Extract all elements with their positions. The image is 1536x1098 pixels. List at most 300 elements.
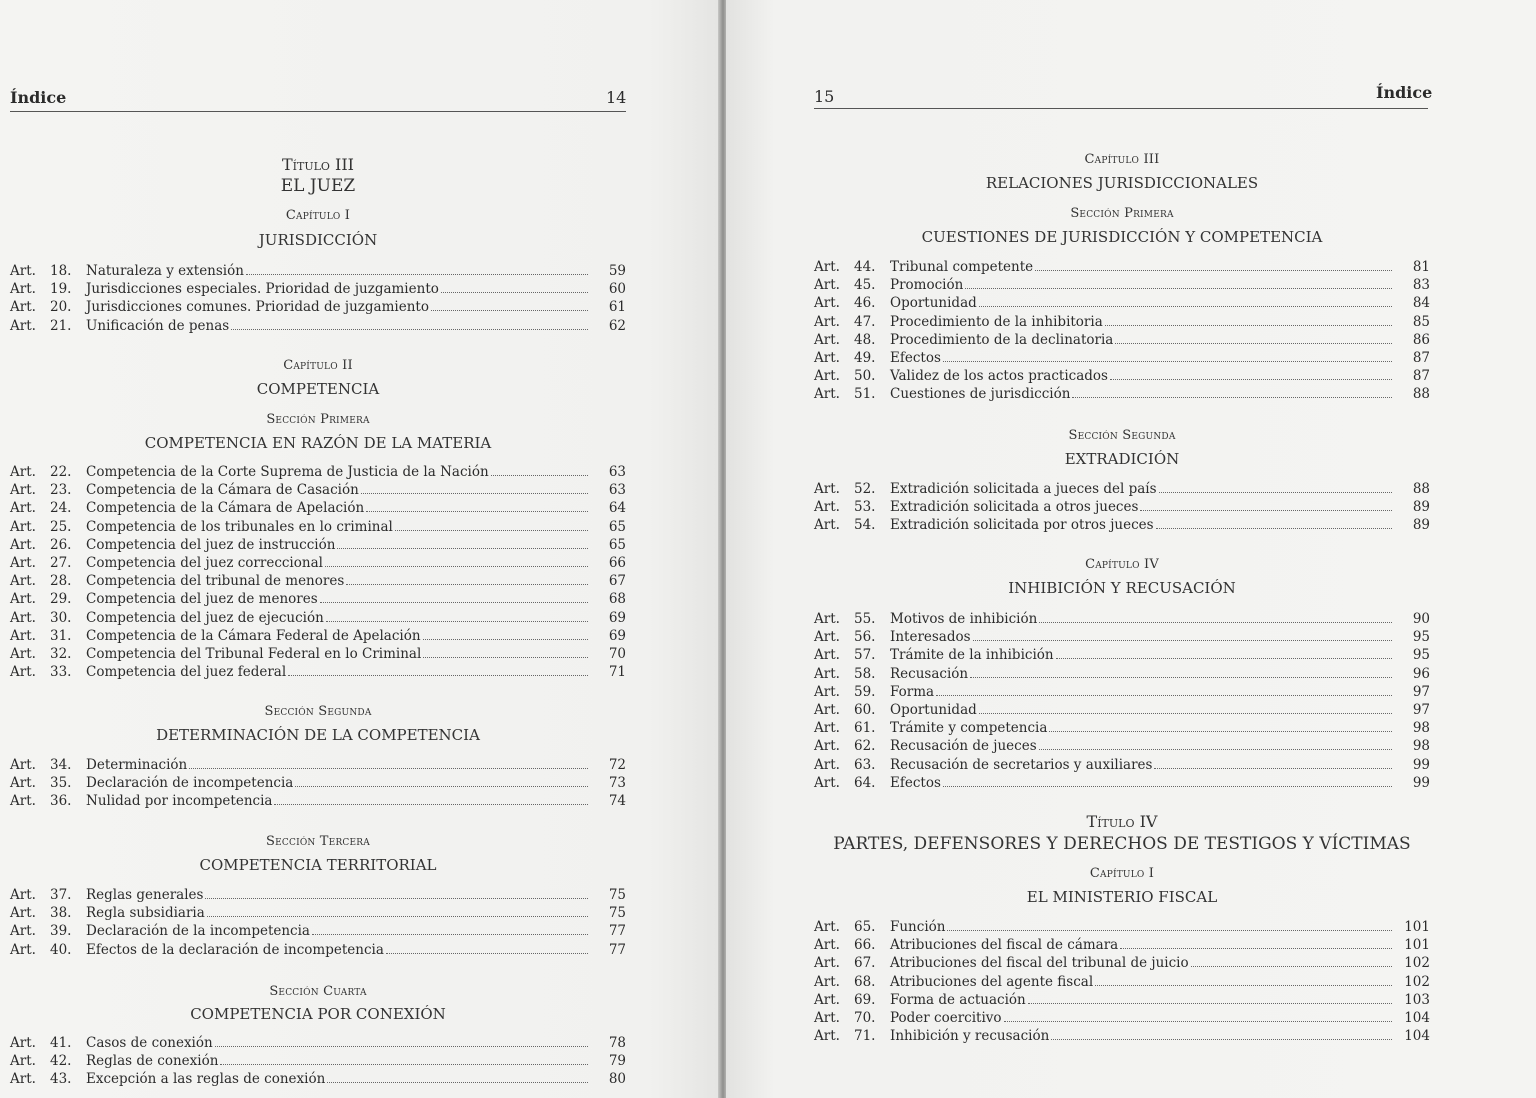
entry-number: 51. bbox=[854, 386, 876, 403]
toc-entry bbox=[814, 516, 1430, 534]
toc-entry bbox=[814, 480, 1430, 498]
entry-number: 69. bbox=[854, 991, 876, 1008]
entry-leader-dots bbox=[361, 493, 588, 494]
entry-leader-dots bbox=[274, 804, 588, 805]
toc-entry bbox=[10, 663, 626, 681]
entry-number: 26. bbox=[50, 536, 72, 553]
entry-number: 47. bbox=[854, 313, 876, 330]
entry-number: 39. bbox=[50, 923, 72, 940]
entry-number: 43. bbox=[50, 1071, 72, 1088]
entry-label: Competencia del juez de ejecución bbox=[86, 609, 324, 626]
entry-page: 85 bbox=[1412, 313, 1430, 330]
entry-page: 65 bbox=[608, 536, 626, 553]
entry-page: 64 bbox=[608, 500, 626, 517]
toc-entry bbox=[814, 498, 1430, 516]
entry-label: Jurisdicciones especiales. Prioridad de juzgamiento bbox=[86, 281, 439, 298]
toc-entry-list bbox=[814, 918, 1430, 1045]
entry-leader-dots bbox=[943, 361, 1392, 362]
entry-label: Efectos bbox=[890, 774, 941, 791]
entry-page: 69 bbox=[608, 627, 626, 644]
entry-leader-dots bbox=[1039, 622, 1392, 623]
entry-number: 66. bbox=[854, 937, 876, 954]
entry-page: 97 bbox=[1412, 701, 1430, 718]
entry-leader-dots bbox=[246, 274, 588, 275]
toc-entry bbox=[10, 463, 626, 481]
entry-leader-dots bbox=[936, 695, 1392, 696]
toc-entry-list bbox=[10, 262, 626, 335]
entry-art: Art. bbox=[814, 295, 840, 312]
part-title: Título III bbox=[282, 155, 354, 174]
toc-entry bbox=[814, 610, 1430, 628]
entry-number: 48. bbox=[854, 331, 876, 348]
entry-page: 68 bbox=[608, 591, 626, 608]
toc-entry bbox=[10, 572, 626, 590]
section-label: Sección Primera bbox=[1070, 206, 1174, 221]
entry-number: 37. bbox=[50, 887, 72, 903]
entry-number: 62. bbox=[854, 738, 876, 755]
entry-art: Art. bbox=[10, 664, 36, 681]
toc-entry bbox=[814, 918, 1430, 936]
entry-label: Extradición solicitada a otros jueces bbox=[890, 499, 1139, 516]
page-number: 15 bbox=[814, 87, 835, 106]
entry-leader-dots bbox=[1120, 948, 1392, 949]
entry-art: Art. bbox=[10, 793, 36, 810]
toc-entry bbox=[10, 645, 626, 663]
entry-page: 89 bbox=[1412, 517, 1430, 534]
entry-number: 32. bbox=[50, 645, 72, 662]
entry-label: Extradición solicitada por otros jueces bbox=[890, 517, 1154, 534]
entry-leader-dots bbox=[1072, 397, 1392, 398]
entry-page: 104 bbox=[1404, 1009, 1430, 1026]
entry-page: 77 bbox=[608, 941, 626, 958]
toc-entry bbox=[814, 737, 1430, 755]
toc-entry bbox=[10, 262, 626, 280]
toc-entry-list bbox=[10, 756, 626, 811]
toc-entry bbox=[10, 536, 626, 554]
entry-label: Competencia del juez federal bbox=[86, 664, 287, 681]
entry-label: Inhibición y recusación bbox=[890, 1028, 1050, 1045]
header-title: Índice bbox=[10, 88, 67, 107]
toc-entry bbox=[814, 646, 1430, 664]
entry-number: 64. bbox=[854, 774, 876, 791]
entry-number: 27. bbox=[50, 554, 72, 571]
entry-art: Art. bbox=[10, 757, 36, 773]
toc-entry bbox=[10, 554, 626, 572]
toc-entries bbox=[814, 258, 1430, 404]
entry-art: Art. bbox=[10, 591, 36, 608]
entry-number: 63. bbox=[854, 756, 876, 773]
page-header-title bbox=[10, 88, 66, 107]
entry-label: Competencia del juez de instrucción bbox=[86, 536, 336, 553]
entry-page: 83 bbox=[1412, 277, 1430, 294]
entry-leader-dots bbox=[395, 530, 588, 531]
entry-art: Art. bbox=[10, 627, 36, 644]
entry-art: Art. bbox=[10, 500, 36, 517]
toc-entry bbox=[10, 792, 626, 810]
entry-art: Art. bbox=[10, 905, 36, 922]
section-heading: EL MINISTERIO FISCAL bbox=[1026, 888, 1218, 906]
entry-art: Art. bbox=[10, 609, 36, 626]
entry-art: Art. bbox=[10, 299, 36, 316]
entry-number: 18. bbox=[50, 263, 72, 279]
toc-entry bbox=[814, 1027, 1430, 1045]
entry-art: Art. bbox=[10, 263, 36, 279]
toc-entry-list bbox=[10, 1034, 626, 1089]
entry-page: 88 bbox=[1412, 481, 1430, 497]
section-heading: RELACIONES JURISDICCIONALES bbox=[985, 174, 1259, 192]
entry-label: Determinación bbox=[86, 757, 188, 773]
entry-leader-dots bbox=[979, 713, 1392, 714]
entry-number: 21. bbox=[50, 317, 72, 334]
entry-art: Art. bbox=[814, 1028, 840, 1045]
entry-art: Art. bbox=[814, 611, 840, 627]
entry-leader-dots bbox=[943, 786, 1392, 787]
entry-label: Tribunal competente bbox=[890, 259, 1034, 275]
entry-label: Recusación de jueces bbox=[890, 738, 1037, 755]
entry-number: 40. bbox=[50, 941, 72, 958]
entry-number: 65. bbox=[854, 919, 876, 935]
entry-label: Poder coercitivo bbox=[890, 1009, 1002, 1026]
entry-label: Recusación bbox=[890, 665, 969, 682]
entry-leader-dots bbox=[337, 548, 588, 549]
entry-art: Art. bbox=[814, 919, 840, 935]
entry-leader-dots bbox=[288, 675, 588, 676]
toc-entry bbox=[814, 367, 1430, 385]
entry-label: Competencia de los tribunales en lo criminal bbox=[86, 518, 393, 535]
entry-art: Art. bbox=[814, 277, 840, 294]
entry-number: 42. bbox=[50, 1053, 72, 1070]
entry-number: 19. bbox=[50, 281, 72, 298]
entry-number: 54. bbox=[854, 517, 876, 534]
entry-label: Reglas generales bbox=[86, 887, 204, 903]
entry-art: Art. bbox=[814, 313, 840, 330]
entry-page: 74 bbox=[608, 793, 626, 810]
toc-entry bbox=[10, 280, 626, 298]
entry-leader-dots bbox=[979, 306, 1392, 307]
toc-entry bbox=[10, 1052, 626, 1070]
entry-label: Trámite y competencia bbox=[890, 720, 1048, 737]
toc-entry bbox=[814, 628, 1430, 646]
entry-leader-dots bbox=[220, 1064, 588, 1065]
toc-entry bbox=[814, 665, 1430, 683]
section-label: Sección Segunda bbox=[1068, 428, 1176, 443]
entry-label: Procedimiento de la declinatoria bbox=[890, 331, 1114, 348]
entry-label: Jurisdicciones comunes. Prioridad de juzgamiento bbox=[86, 299, 429, 316]
toc-entry bbox=[814, 683, 1430, 701]
entry-page: 102 bbox=[1404, 973, 1430, 990]
entry-label: Competencia de la Cámara de Apelación bbox=[86, 500, 365, 517]
entry-number: 52. bbox=[854, 481, 876, 497]
entry-page: 66 bbox=[608, 554, 626, 571]
toc-entry bbox=[814, 954, 1430, 972]
entry-label: Naturaleza y extensión bbox=[86, 263, 244, 279]
entry-leader-dots bbox=[366, 511, 588, 512]
entry-page: 67 bbox=[608, 573, 626, 590]
toc-entry bbox=[10, 590, 626, 608]
entry-label: Casos de conexión bbox=[86, 1035, 213, 1051]
entry-page: 104 bbox=[1404, 1028, 1430, 1045]
toc-entry bbox=[10, 1034, 626, 1052]
entry-art: Art. bbox=[814, 499, 840, 516]
right-page bbox=[726, 0, 1536, 1098]
entry-page: 87 bbox=[1412, 368, 1430, 385]
entry-label: Función bbox=[890, 919, 946, 935]
toc-entry bbox=[814, 294, 1430, 312]
entry-label: Oportunidad bbox=[890, 295, 977, 312]
entry-number: 41. bbox=[50, 1035, 72, 1051]
entry-leader-dots bbox=[295, 786, 588, 787]
toc-entry bbox=[10, 1070, 626, 1088]
entry-number: 33. bbox=[50, 664, 72, 681]
entry-leader-dots bbox=[1035, 270, 1392, 271]
entry-label: Efectos de la declaración de incompetencia bbox=[86, 941, 384, 958]
toc-entry bbox=[10, 298, 626, 316]
header-rule bbox=[10, 111, 626, 112]
entry-leader-dots bbox=[1004, 1021, 1392, 1022]
entry-label: Nulidad por incompetencia bbox=[86, 793, 273, 810]
entry-leader-dots bbox=[965, 288, 1392, 289]
entry-art: Art. bbox=[10, 1071, 36, 1088]
entry-label: Procedimiento de la inhibitoria bbox=[890, 313, 1103, 330]
entry-art: Art. bbox=[814, 259, 840, 275]
entry-leader-dots bbox=[215, 1046, 588, 1047]
entry-label: Declaración de incompetencia bbox=[86, 775, 294, 792]
toc-entry bbox=[10, 499, 626, 517]
entry-leader-dots bbox=[1110, 379, 1392, 380]
entry-number: 61. bbox=[854, 720, 876, 737]
entry-number: 49. bbox=[854, 349, 876, 366]
toc-entry-list bbox=[10, 886, 626, 959]
section-heading: EXTRADICIÓN bbox=[1064, 450, 1180, 468]
entry-label: Recusación de secretarios y auxiliares bbox=[890, 756, 1153, 773]
entry-page: 70 bbox=[608, 645, 626, 662]
entry-page: 98 bbox=[1412, 738, 1430, 755]
toc-entry bbox=[814, 331, 1430, 349]
entry-number: 71. bbox=[854, 1028, 876, 1045]
toc-entry bbox=[10, 317, 626, 335]
entry-label: Competencia del Tribunal Federal en lo Criminal bbox=[86, 645, 422, 662]
entry-art: Art. bbox=[10, 923, 36, 940]
entry-page: 60 bbox=[608, 281, 626, 298]
part-heading: EL JUEZ bbox=[280, 176, 356, 196]
entry-label: Competencia de la Cámara Federal de Apelación bbox=[86, 627, 421, 644]
entry-page: 101 bbox=[1404, 919, 1430, 935]
toc-entry bbox=[814, 276, 1430, 294]
entry-art: Art. bbox=[10, 887, 36, 903]
entry-art: Art. bbox=[814, 517, 840, 534]
entry-number: 55. bbox=[854, 611, 876, 627]
toc-entry bbox=[814, 719, 1430, 737]
entry-label: Motivos de inhibición bbox=[890, 611, 1038, 627]
entry-label: Interesados bbox=[890, 629, 971, 646]
toc-entry bbox=[814, 313, 1430, 331]
toc-entry bbox=[10, 627, 626, 645]
entry-art: Art. bbox=[10, 573, 36, 590]
entry-leader-dots bbox=[346, 584, 588, 585]
section-label: Sección Segunda bbox=[264, 704, 372, 719]
entry-page: 61 bbox=[608, 299, 626, 316]
entry-number: 70. bbox=[854, 1009, 876, 1026]
entry-leader-dots bbox=[231, 329, 588, 330]
entry-page: 79 bbox=[608, 1053, 626, 1070]
toc-entries bbox=[10, 1034, 626, 1089]
toc-entry bbox=[814, 1009, 1430, 1027]
entry-art: Art. bbox=[814, 756, 840, 773]
section-label: Sección Cuarta bbox=[269, 984, 367, 999]
entry-number: 60. bbox=[854, 701, 876, 718]
entry-leader-dots bbox=[320, 602, 588, 603]
entry-leader-dots bbox=[205, 898, 588, 899]
entry-page: 71 bbox=[608, 664, 626, 681]
toc-entry bbox=[10, 941, 626, 959]
entry-leader-dots bbox=[312, 934, 588, 935]
entry-art: Art. bbox=[10, 941, 36, 958]
entry-label: Promoción bbox=[890, 277, 964, 294]
toc-entry bbox=[10, 922, 626, 940]
toc-entry bbox=[10, 886, 626, 904]
toc-entry bbox=[10, 774, 626, 792]
entry-leader-dots bbox=[973, 640, 1392, 641]
section-heading: COMPETENCIA EN RAZÓN DE LA MATERIA bbox=[144, 434, 492, 452]
entry-page: 96 bbox=[1412, 665, 1430, 682]
toc-entries bbox=[10, 756, 626, 811]
toc-entries bbox=[10, 262, 626, 335]
entry-leader-dots bbox=[1105, 325, 1392, 326]
entry-label: Competencia del tribunal de menores bbox=[86, 573, 345, 590]
toc-entries bbox=[10, 463, 626, 681]
entry-label: Competencia del juez de menores bbox=[86, 591, 318, 608]
entry-page: 75 bbox=[608, 905, 626, 922]
toc-entry bbox=[10, 518, 626, 536]
entry-art: Art. bbox=[814, 1009, 840, 1026]
entry-page: 69 bbox=[608, 609, 626, 626]
entry-label: Cuestiones de jurisdicción bbox=[890, 386, 1071, 403]
entry-leader-dots bbox=[441, 292, 588, 293]
section-label: Capítulo II bbox=[283, 358, 353, 373]
left-page bbox=[0, 0, 722, 1098]
entry-label: Validez de los actos practicados bbox=[890, 368, 1108, 385]
entry-art: Art. bbox=[10, 536, 36, 553]
entry-page: 73 bbox=[608, 775, 626, 792]
entry-page: 78 bbox=[608, 1035, 626, 1051]
entry-page: 97 bbox=[1412, 683, 1430, 700]
entry-art: Art. bbox=[814, 701, 840, 718]
toc-entry bbox=[10, 756, 626, 774]
entry-leader-dots bbox=[491, 475, 588, 476]
entry-art: Art. bbox=[10, 554, 36, 571]
entry-label: Forma bbox=[890, 683, 935, 700]
toc-entry bbox=[10, 481, 626, 499]
part-heading: PARTES, DEFENSORES Y DERECHOS DE TESTIGOS Y VÍCTIMAS bbox=[833, 834, 1411, 854]
toc-entry bbox=[814, 774, 1430, 792]
entry-label: Competencia del juez correccional bbox=[86, 554, 323, 571]
entry-art: Art. bbox=[814, 991, 840, 1008]
entry-label: Oportunidad bbox=[890, 701, 977, 718]
entry-number: 68. bbox=[854, 973, 876, 990]
toc-entry bbox=[814, 349, 1430, 367]
entry-label: Efectos bbox=[890, 349, 941, 366]
entry-leader-dots bbox=[1140, 510, 1392, 511]
entry-art: Art. bbox=[814, 973, 840, 990]
header-rule bbox=[814, 108, 1428, 109]
entry-page: 99 bbox=[1412, 774, 1430, 791]
entry-leader-dots bbox=[326, 621, 588, 622]
entry-label: Forma de actuación bbox=[890, 991, 1026, 1008]
entry-art: Art. bbox=[10, 482, 36, 499]
entry-leader-dots bbox=[947, 930, 1392, 931]
entry-leader-dots bbox=[325, 566, 588, 567]
entry-page: 95 bbox=[1412, 629, 1430, 646]
entry-art: Art. bbox=[10, 1053, 36, 1070]
entry-number: 56. bbox=[854, 629, 876, 646]
entry-label: Regla subsidiaria bbox=[86, 905, 205, 922]
entry-number: 67. bbox=[854, 955, 876, 972]
entry-number: 50. bbox=[854, 368, 876, 385]
entry-page: 59 bbox=[608, 263, 626, 279]
section-label: Capítulo I bbox=[285, 208, 351, 223]
entry-number: 35. bbox=[50, 775, 72, 792]
toc-entries bbox=[814, 918, 1430, 1045]
entry-label: Excepción a las reglas de conexión bbox=[86, 1071, 326, 1088]
entry-leader-dots bbox=[1156, 528, 1392, 529]
toc-entries bbox=[10, 886, 626, 959]
entry-art: Art. bbox=[814, 738, 840, 755]
entry-leader-dots bbox=[970, 677, 1392, 678]
section-heading: INHIBICIÓN Y RECUSACIÓN bbox=[1008, 579, 1236, 597]
entry-art: Art. bbox=[10, 775, 36, 792]
section-heading: JURISDICCIÓN bbox=[258, 231, 378, 249]
toc-entry-list bbox=[814, 610, 1430, 792]
entry-page: 62 bbox=[608, 317, 626, 334]
entry-art: Art. bbox=[814, 481, 840, 497]
entry-art: Art. bbox=[814, 368, 840, 385]
entry-number: 59. bbox=[854, 683, 876, 700]
entry-label: Declaración de la incompetencia bbox=[86, 923, 310, 940]
section-heading: COMPETENCIA POR CONEXIÓN bbox=[190, 1005, 446, 1023]
entry-page: 86 bbox=[1412, 331, 1430, 348]
entry-number: 44. bbox=[854, 259, 876, 275]
entry-art: Art. bbox=[10, 518, 36, 535]
entry-art: Art. bbox=[10, 464, 36, 480]
entry-leader-dots bbox=[1115, 343, 1392, 344]
entry-leader-dots bbox=[423, 639, 588, 640]
entry-page: 87 bbox=[1412, 349, 1430, 366]
section-heading: CUESTIONES DE JURISDICCIÓN Y COMPETENCIA bbox=[921, 228, 1323, 246]
entry-page: 63 bbox=[608, 482, 626, 499]
entry-page: 90 bbox=[1412, 611, 1430, 627]
entry-art: Art. bbox=[814, 774, 840, 791]
entry-label: Extradición solicitada a jueces del país bbox=[890, 481, 1157, 497]
entry-number: 22. bbox=[50, 464, 72, 480]
entry-leader-dots bbox=[1191, 966, 1392, 967]
entry-art: Art. bbox=[10, 281, 36, 298]
entry-page: 63 bbox=[608, 464, 626, 480]
entry-number: 38. bbox=[50, 905, 72, 922]
entry-page: 75 bbox=[608, 887, 626, 903]
entry-art: Art. bbox=[814, 937, 840, 954]
toc-entry-list bbox=[10, 463, 626, 681]
entry-number: 23. bbox=[50, 482, 72, 499]
entry-label: Atribuciones del fiscal del tribunal de juicio bbox=[890, 955, 1189, 972]
section-heading: COMPETENCIA bbox=[256, 380, 380, 398]
section-label: Sección Primera bbox=[266, 412, 370, 427]
entry-page: 88 bbox=[1412, 386, 1430, 403]
entry-label: Atribuciones del fiscal de cámara bbox=[890, 937, 1119, 954]
entry-leader-dots bbox=[1159, 492, 1392, 493]
entry-page: 89 bbox=[1412, 499, 1430, 516]
entry-leader-dots bbox=[1039, 749, 1392, 750]
toc-entry bbox=[814, 756, 1430, 774]
